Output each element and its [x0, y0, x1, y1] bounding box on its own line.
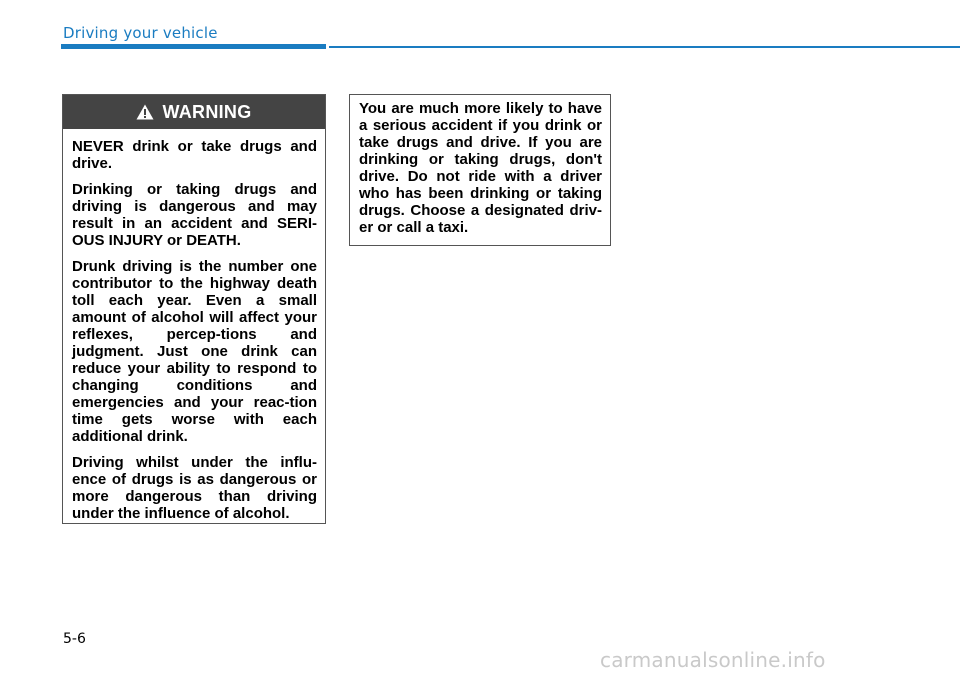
header-rule-thin	[329, 46, 960, 48]
warning-paragraph: NEVER drink or take drugs and drive.	[72, 138, 317, 172]
warning-paragraph: Drunk driving is the number one contributor to the highway death toll each year. Even a small amount of alcohol will affect your reflexes, percep-tions and judgment. Just one drink can reduce your ability to respond to changing conditions and emergencies and your reac-tion time gets worse with each additional drink.	[72, 258, 317, 445]
warning-title: WARNING	[162, 101, 252, 122]
warning-triangle-icon	[136, 104, 154, 120]
warning-header	[63, 95, 325, 129]
warning-paragraph: Driving whilst under the influ-ence of drugs is as dangerous or more dangerous than driving under the influence of alcohol.	[72, 454, 317, 522]
warning-body	[63, 129, 325, 522]
header-rule-thick	[61, 44, 326, 49]
warning-paragraph: Drinking or taking drugs and driving is dangerous and may result in an accident and SERI-OUS INJURY or DEATH.	[72, 181, 317, 249]
section-title: Driving your vehicle	[63, 24, 218, 42]
watermark: carmanualsonline.info	[600, 648, 826, 672]
info-box	[349, 94, 611, 246]
info-text: You are much more likely to have a serious accident if you drink or take drugs and drive. If you are drinking or taking drugs, don't drive. Do not ride with a driver who has been drinking or taking drugs. Choose a designated driv-er or call a taxi.	[359, 100, 602, 236]
warning-box	[62, 94, 326, 524]
page-number: 5-6	[63, 631, 86, 647]
